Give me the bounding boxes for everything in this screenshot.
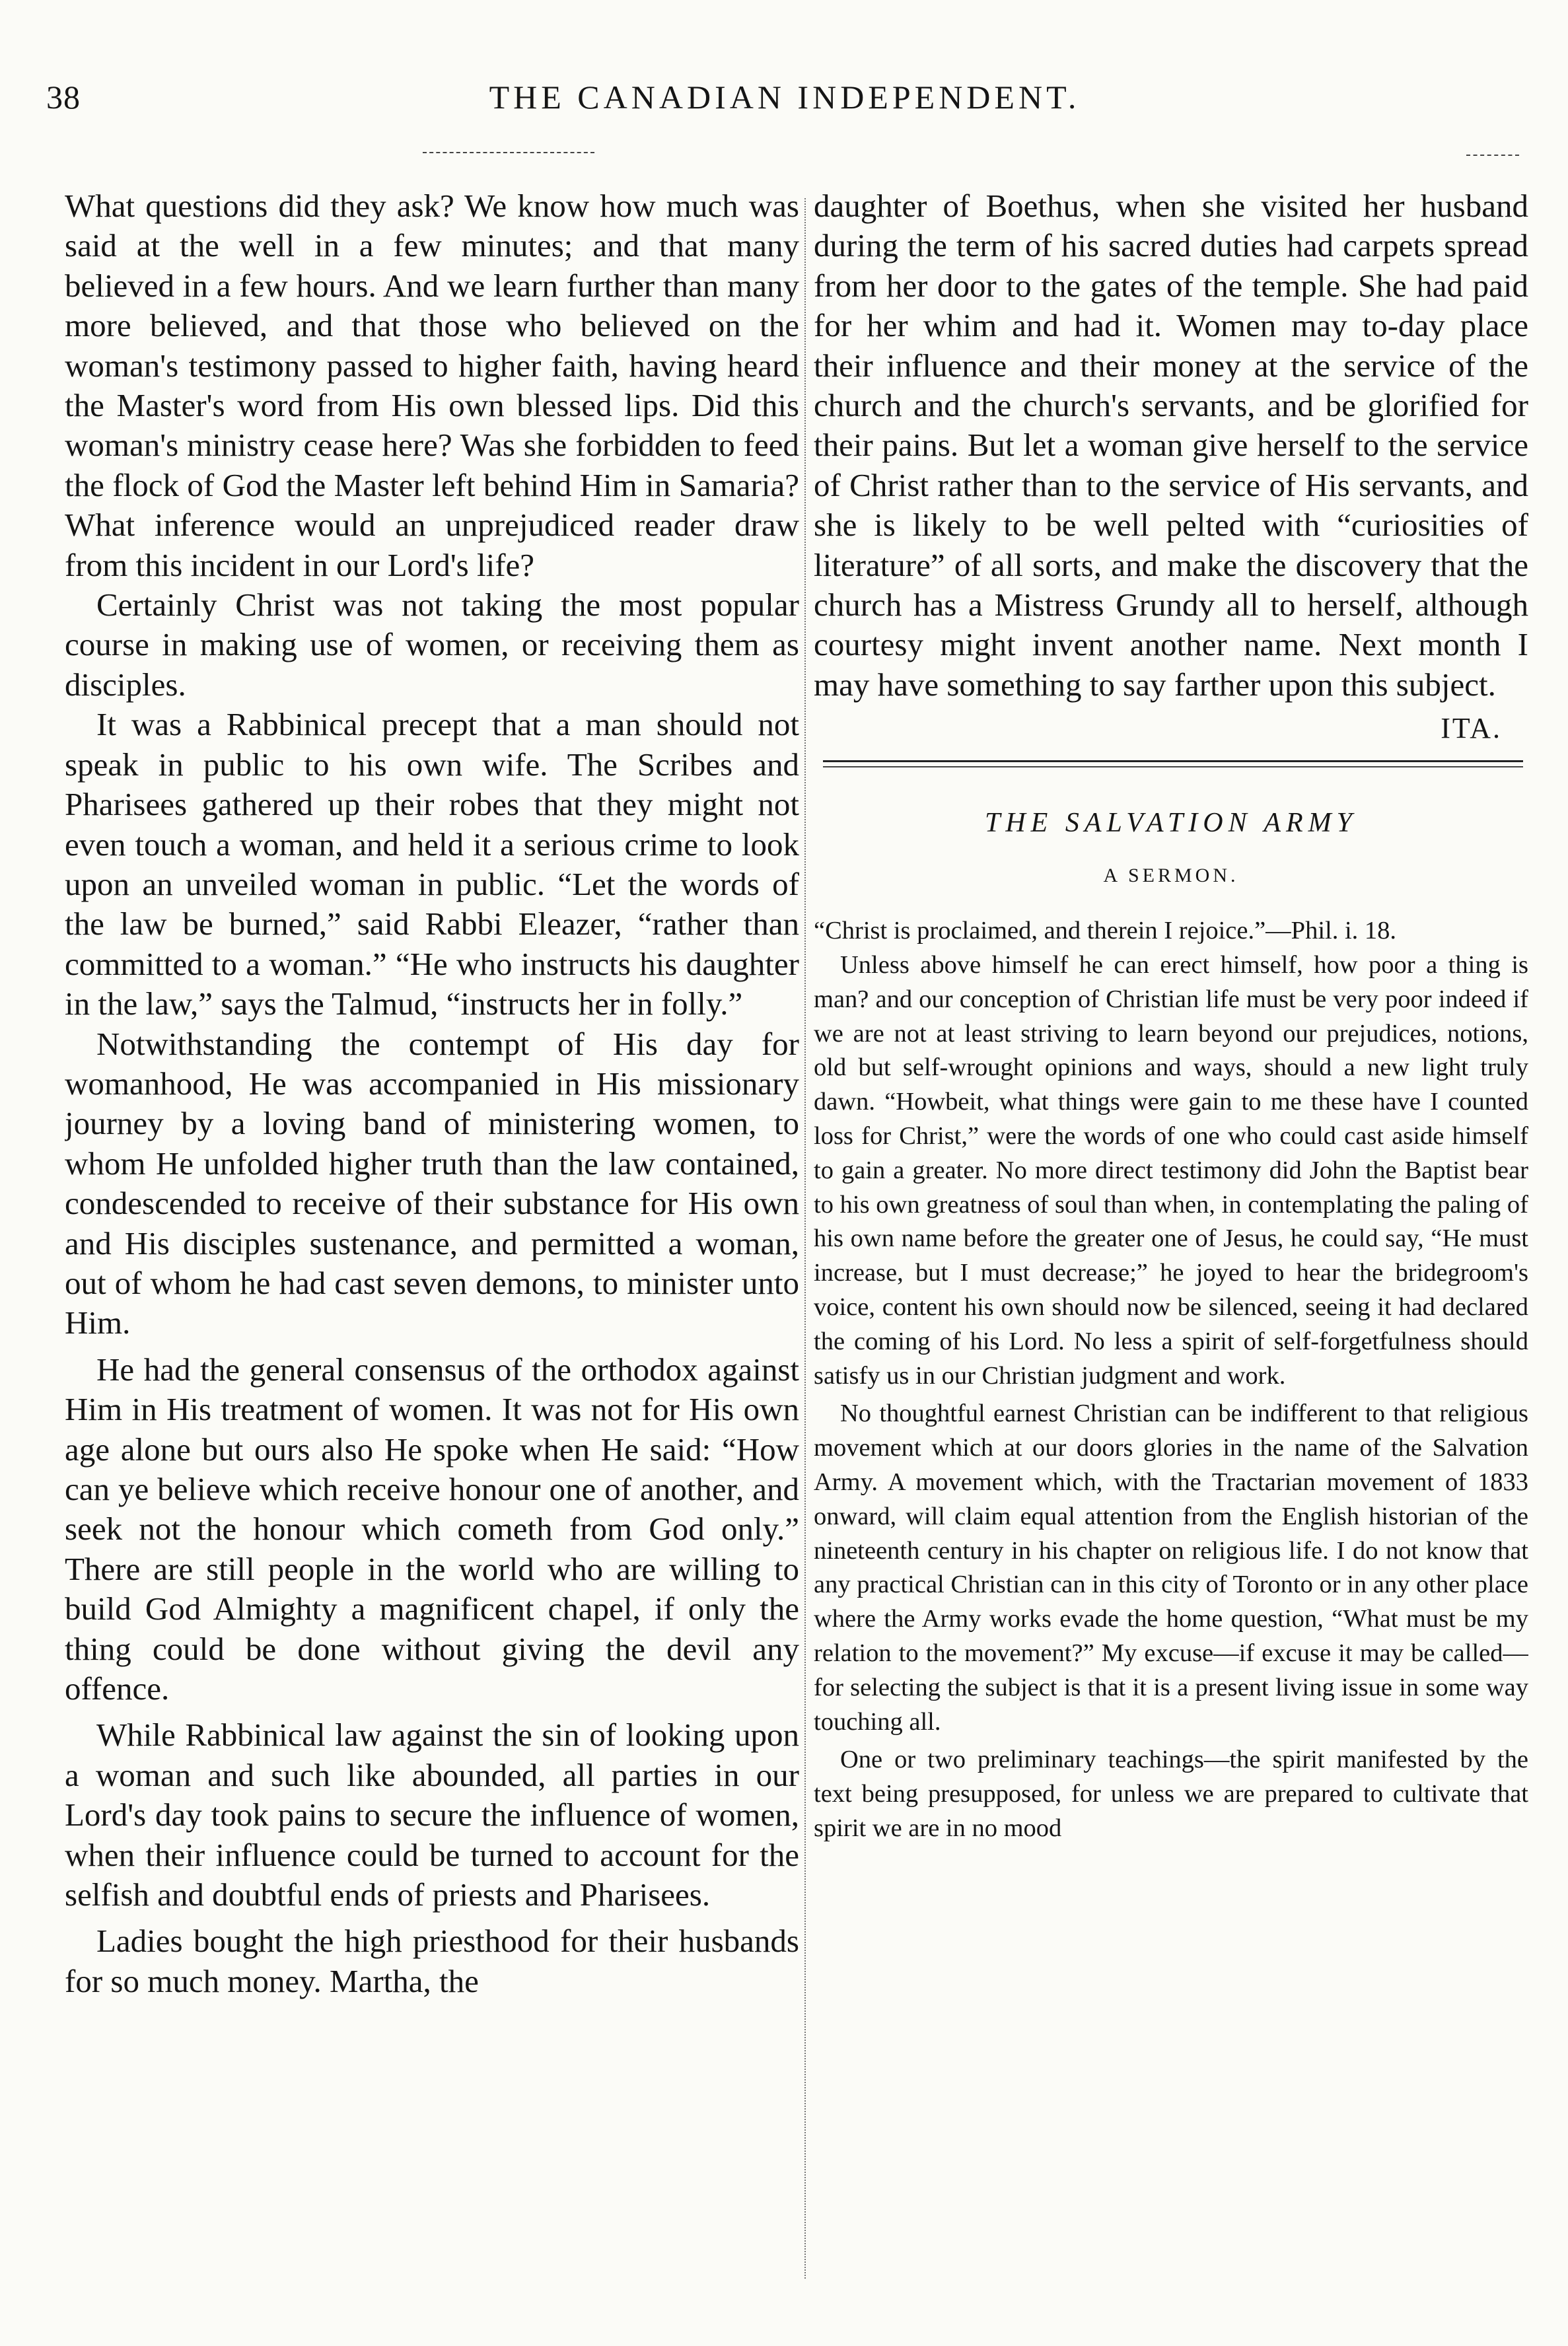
sermon-paragraph-1: Unless above himself he can erect himself, how poor a thing is man? and our conception of Christian life must be very poor indeed if we are not at least striving to learn beyond our prejudices, notions, old but self-wrought opinions and ways, should a new light truly dawn. “Howbeit, what things were gain to me these have I counted loss for Christ,” were the words of one who could cast aside himself to gain a greater. No more direct testimony did John the Baptist bear to his own greatness of soul than when, in contemplating the paling of his own name before the greater one of Jesus, he could say, “He must increase, but I must decrease;” he joyed to hear the bridegroom's voice, content his own should now be silenced, seeing it had declared the coming of his Lord. No less a spirit of self-forgetfulness should satisfy us in our Christian judgment and work. (814, 951, 1528, 1390)
page-header (46, 78, 1523, 131)
section-subtitle: A SERMON. (1103, 865, 1239, 887)
left-paragraph-6: While Rabbinical law against the sin of looking upon a woman and such like abounded, all parties in our Lord's day took pains to secure the influence of women, when their influence could be turned to account for the selfish and doubtful ends of priests and Pharisees. (65, 1717, 799, 1913)
section-rule-thin (823, 766, 1523, 767)
sermon-paragraph-3: One or two preliminary teachings—the spirit manifested by the text being presupposed, for unless we are prepared to cultivate that spirit we are in no mood (814, 1746, 1528, 1842)
page-number: 38 (46, 79, 81, 116)
left-paragraph-5: He had the general consensus of the orthodox against Him in His treatment of women. It was not for His own age alone but ours also He spoke when He said: “How can ye believe which receive honour one of another, and seek not the honour which cometh from God only.” There are still people in the world who are willing to build God Almighty a magnificent chapel, if only the thing could be done without giving the devil any offence. (65, 1351, 799, 1707)
left-paragraph-3: It was a Rabbinical precept that a man should not speak in public to his own wife. The Scribes and Pharisees gathered up their robes that they might not even touch a woman, and held it a serious crime to look upon an unveiled woman in public. “Let the words of the law be burned,” said Rabbi Eleazer, “rather than committed to a woman.” “He who instructs his daughter in the law,” says the Talmud, “instructs her in folly.” (65, 706, 799, 1022)
header-rule-right (1466, 155, 1519, 156)
left-paragraph-2: Certainly Christ was not taking the most popular course in making use of women, or receiving them as disciples. (65, 586, 799, 703)
author-signature: ITA. (1441, 712, 1502, 745)
column-divider (804, 198, 806, 2279)
running-title: THE CANADIAN INDEPENDENT. (489, 79, 1081, 116)
sermon-epigraph: “Christ is proclaimed, and therein I rejoice.”—Phil. i. 18. (814, 917, 1397, 945)
right-column (814, 186, 1528, 2300)
left-paragraph-4: Notwithstanding the contempt of His day for womanhood, He was accompanied in His missionary journey by a loving band of ministering women, to whom He unfolded higher truth than the law contained, condescended to receive of their substance for His own and His disciples sustenance, and permitted a woman, out of whom he had cast seven demons, to minister unto Him. (65, 1025, 799, 1341)
section-rule (823, 760, 1523, 762)
sermon-paragraph-2: No thoughtful earnest Christian can be indifferent to that religious movement which at our doors glories in the name of the Salvation Army. A movement which, with the Tractarian movement of 1833 onward, will claim equal attention from the English historian of the nineteenth century in his chapter on religious life. I do not know that any practical Christian can in this city of Toronto or in any other place where the Army works evade the home question, “What must be my relation to the movement?” My excuse—if excuse it may be called—for selecting the subject is that it is a present living issue in some way touching all. (814, 1400, 1528, 1736)
section-title: THE SALVATION ARMY (984, 808, 1358, 839)
left-column (65, 186, 799, 2267)
header-rule (423, 152, 594, 153)
left-paragraph-1: What questions did they ask? We know how much was said at the well in a few minutes; and that many believed in a few hours. And we learn further than many more believed, and that those who believed on the woman's testimony passed to higher faith, having heard the Master's word from His own blessed lips. Did this woman's ministry cease here? Was she forbidden to feed the flock of God the Master left behind Him in Samaria? What inference would an unprejudiced reader draw from this incident in our Lord's life? (65, 188, 799, 583)
right-continued-paragraph: daughter of Boethus, when she visited her husband during the term of his sacred duties had carpets spread from her door to the gates of the temple. She had paid for her whim and had it. Women may to-day place their influence and their money at the service of the church and the church's servants, and be glorified for their pains. But let a woman give herself to the service of Christ rather than to the service of His servants, and she is likely to be well pelted with “curiosities of literature” of all sorts, and make the discovery that the church has a Mistress Grundy all to herself, although courtesy might invent another name. Next month I may have something to say farther upon this subject. (814, 188, 1528, 703)
left-paragraph-7: Ladies bought the high priesthood for their husbands for so much money. Martha, the (65, 1923, 799, 1999)
